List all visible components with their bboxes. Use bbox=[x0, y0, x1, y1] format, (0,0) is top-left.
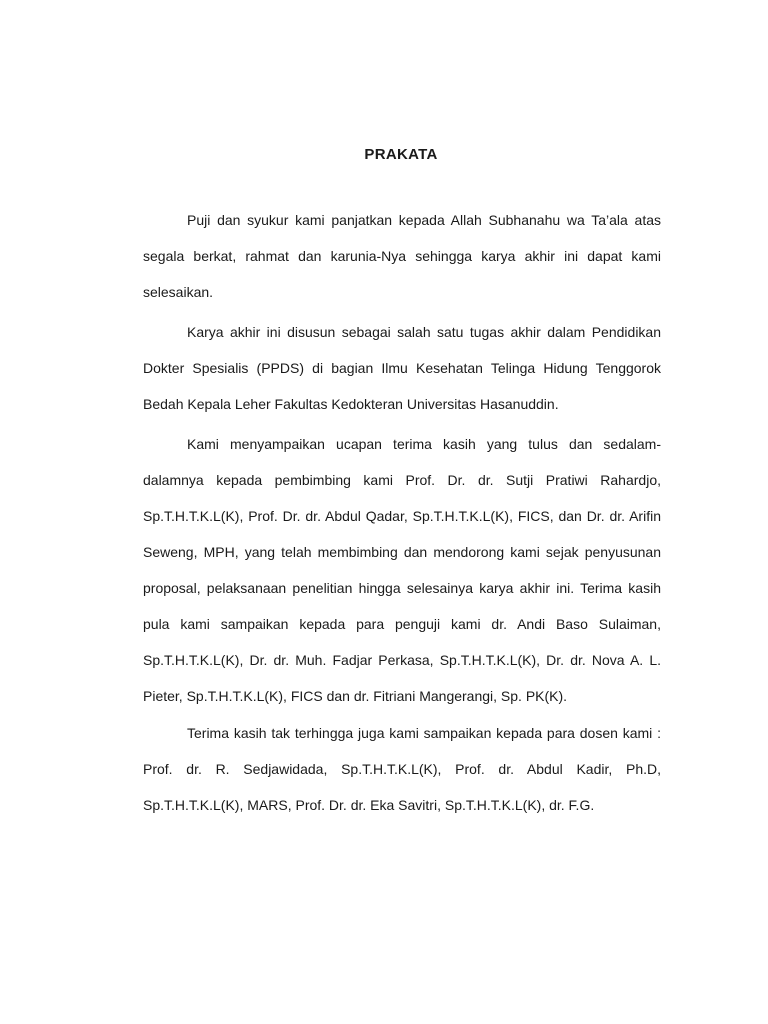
paragraph-3: Kami menyampaikan ucapan terima kasih yang tulus dan sedalam-dalamnya kepada pembimbing kami Prof. Dr. dr. Sutji Pratiwi Rahardjo, Sp.T.H.T.K.L(K), Prof. Dr. dr. Abdul Qadar, Sp.T.H.T.K.L(K), FICS, dan Dr. dr. Arifin Seweng, MPH, yang telah membimbing dan mendorong kami sejak penyusunan proposal, pelaksanaan penelitian hingga selesainya karya akhir ini. Terima kasih pula kami sampaikan kepada para penguji kami dr. Andi Baso Sulaiman, Sp.T.H.T.K.L(K), Dr. dr. Muh. Fadjar Perkasa, Sp.T.H.T.K.L(K), Dr. dr. Nova A. L. Pieter, Sp.T.H.T.K.L(K), FICS dan dr. Fitriani Mangerangi, Sp. PK(K). bbox=[143, 436, 661, 704]
paragraph-1: Puji dan syukur kami panjatkan kepada Allah Subhanahu wa Ta’ala atas segala berkat, rahmat dan karunia-Nya sehingga karya akhir ini dapat kami selesaikan. bbox=[143, 212, 661, 300]
paragraph-2: Karya akhir ini disusun sebagai salah satu tugas akhir dalam Pendidikan Dokter Spesialis (PPDS) di bagian Ilmu Kesehatan Telinga Hidung Tenggorok Bedah Kepala Leher Fakultas Kedokteran Universitas Hasanuddin. bbox=[143, 324, 661, 412]
document-body bbox=[143, 202, 661, 827]
page-title: PRAKATA bbox=[364, 146, 438, 163]
paragraph-4: Terima kasih tak terhingga juga kami sampaikan kepada para dosen kami : Prof. dr. R. Sedjawidada, Sp.T.H.T.K.L(K), Prof. dr. Abdul Kadir, Ph.D, Sp.T.H.T.K.L(K), MARS, Prof. Dr. dr. Eka Savitri, Sp.T.H.T.K.L(K), dr. F.G. bbox=[143, 725, 661, 813]
